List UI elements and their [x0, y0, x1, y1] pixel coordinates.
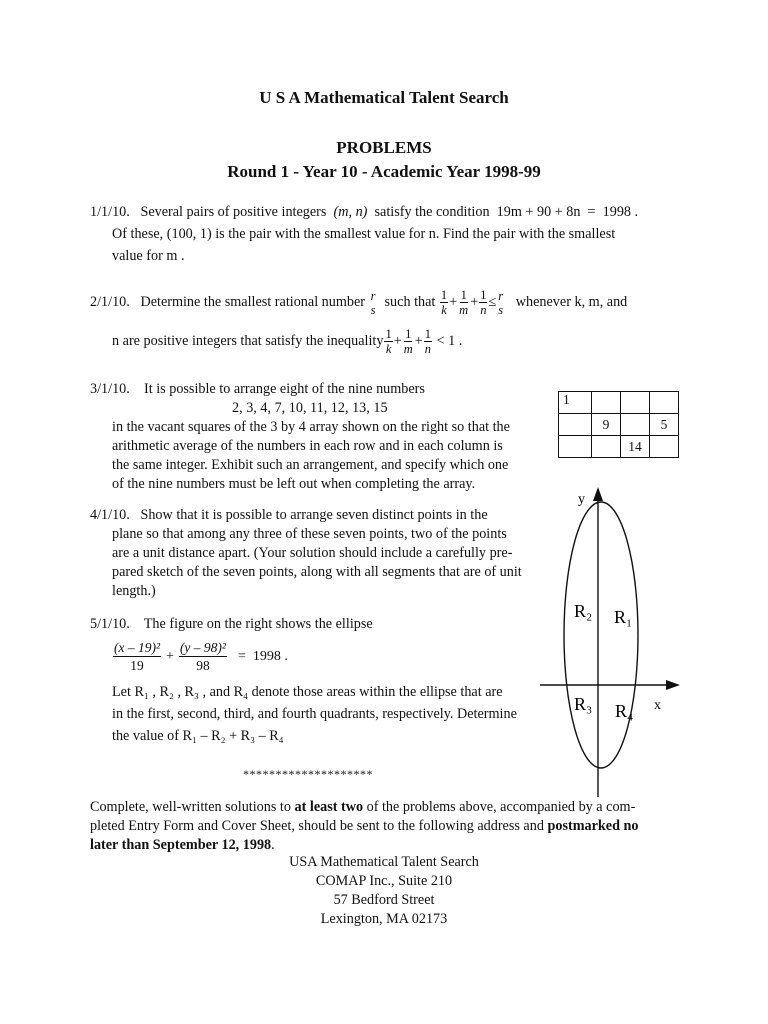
array-cell: 14 [621, 436, 650, 458]
y-axis-arrow [593, 487, 603, 501]
problem-number: 5/1/10. [90, 616, 130, 632]
array-cell: 5 [650, 414, 679, 436]
array-row [559, 414, 679, 436]
fraction: $\frac{1}{n}$ [424, 327, 432, 356]
ellipse [564, 502, 638, 768]
mailing-address [0, 853, 768, 929]
problem-2-line-1 [90, 288, 690, 317]
problem-text: pared sketch of the seven points, along with all segments that are of unit [112, 564, 522, 580]
problem-text: Show that it is possible to arrange seven distinct points in the [140, 507, 488, 523]
array-row [559, 392, 679, 414]
fraction: $\frac{\text{(x – 19)²}}{19}$ [114, 640, 161, 673]
address-line: COMAP Inc., Suite 210 [315, 873, 453, 889]
pair-expression: (m, n) [333, 204, 368, 220]
problem-text: < 1 . [436, 332, 463, 349]
fraction: $\frac{1}{m}$ [403, 327, 413, 356]
page-title: U S A Mathematical Talent Search [259, 88, 509, 107]
closing-paragraph [90, 798, 690, 855]
region-r4-label: R₄ [615, 701, 634, 721]
condition-expression: 19m + 90 + 8n = 1998 . [496, 204, 639, 220]
plus-sign: + [393, 332, 402, 349]
fraction: $\frac{1}{k}$ [385, 327, 392, 356]
problem-text: Several pairs of positive integers [140, 204, 327, 220]
closing-text: Complete, well-written solutions to [90, 799, 291, 815]
problem-text: are a unit distance apart. (Your solution should include a carefully pre- [112, 545, 513, 561]
array-cell: 9 [592, 414, 621, 436]
problem-text: Of these, (100, 1) is the pair with the smallest value for n. Find the pair with the smallest [112, 226, 616, 242]
array-cell [592, 436, 621, 458]
closing-text-bold: later than September 12, 1998 [90, 837, 272, 853]
region-r2-label: R₂ [574, 601, 593, 621]
closing-text-bold: postmarked no [547, 818, 639, 834]
address-line: 57 Bedford Street [333, 892, 435, 908]
plus-sign: + [449, 293, 458, 310]
problem-3 [90, 380, 560, 494]
fraction: $\frac{1}{n}$ [480, 288, 487, 317]
problem-number: 1/1/10. [90, 204, 130, 220]
problem-text: the same integer. Exhibit such an arrangement, and specify which one [112, 457, 509, 473]
leq-sign: ≤ [488, 293, 497, 310]
x-axis-arrow [666, 680, 680, 690]
ellipse-equation [112, 639, 288, 674]
problem-text: such that [384, 293, 436, 310]
problem-text: n are positive integers that satisfy the inequality [112, 332, 384, 349]
problem-text: the value of R₁ – R₂ + R₃ – R₄ [112, 728, 284, 744]
equation-rhs: = 1998 . [237, 648, 288, 664]
array-cell [650, 436, 679, 458]
problems-heading: PROBLEMS [336, 138, 432, 157]
array-cell: 1 [559, 392, 592, 414]
problem-text: in the first, second, third, and fourth quadrants, respectively. Determine [112, 706, 517, 722]
problem-5-line-1 [90, 613, 373, 635]
ellipse-figure [540, 485, 700, 805]
problem-text: It is possible to arrange eight of the nine numbers [144, 381, 425, 397]
region-r1-label: R₁ [614, 607, 633, 627]
array-cell [559, 436, 592, 458]
problem-text: plane so that among any three of these seven points, two of the points [112, 526, 507, 542]
problem-1 [90, 201, 690, 267]
problem-4 [90, 506, 550, 601]
problem-number: 4/1/10. [90, 507, 130, 523]
fraction-r-over-s: r s [370, 288, 376, 317]
address-line: Lexington, MA 02173 [320, 911, 448, 927]
closing-text-bold: at least two [294, 799, 364, 815]
closing-text: of the problems above, accompanied by a com- [366, 799, 636, 815]
array-cell [592, 392, 621, 414]
x-axis-label: x [654, 698, 661, 713]
number-array-3x4 [558, 391, 679, 458]
fraction: $\frac{\text{(y – 98)²}}{98}$ [179, 640, 226, 673]
round-line: Round 1 - Year 10 - Academic Year 1998-99 [227, 162, 541, 181]
problem-number: 2/1/10. [90, 293, 130, 310]
array-cell [650, 392, 679, 414]
problem-text: whenever k, m, and [515, 293, 628, 310]
array-cell [621, 392, 650, 414]
closing-text: pleted Entry Form and Cover Sheet, should be sent to the following address and [90, 818, 544, 834]
problem-text: of the nine numbers must be left out when completing the array. [112, 476, 476, 492]
problem-text: arithmetic average of the numbers in each row and in each column is [112, 438, 503, 454]
problem-number: 3/1/10. [90, 381, 130, 397]
number-list: 2, 3, 4, 7, 10, 11, 12, 13, 15 [232, 400, 388, 416]
fraction: $\frac{1}{m}$ [459, 288, 469, 317]
region-r3-label: R₃ [574, 694, 593, 714]
plus-sign: + [166, 648, 174, 664]
fraction: $\frac{1}{k}$ [440, 288, 448, 317]
problem-text: satisfy the condition [374, 204, 490, 220]
problem-5-body [112, 681, 517, 747]
problem-text: Determine the smallest rational number [140, 293, 366, 310]
problem-text: in the vacant squares of the 3 by 4 array shown on the right so that the [112, 419, 510, 435]
fraction-r-over-s: r s [498, 288, 504, 317]
separator-stars: ******************** [243, 767, 373, 781]
problem-2-line-2 [112, 327, 462, 356]
problem-text: length.) [112, 583, 156, 599]
address-line: USA Mathematical Talent Search [289, 854, 479, 870]
plus-sign: + [414, 332, 423, 349]
array-row [559, 436, 679, 458]
array-cell [559, 414, 592, 436]
problem-text: value for m . [112, 248, 185, 264]
y-axis-label: y [578, 492, 585, 507]
closing-text: . [271, 837, 275, 853]
problem-text: The figure on the right shows the ellipse [143, 616, 373, 632]
problem-text: Let R₁ , R₂ , R₃ , and R₄ denote those areas within the ellipse that are [112, 684, 503, 700]
array-cell [621, 414, 650, 436]
plus-sign: + [470, 293, 479, 310]
